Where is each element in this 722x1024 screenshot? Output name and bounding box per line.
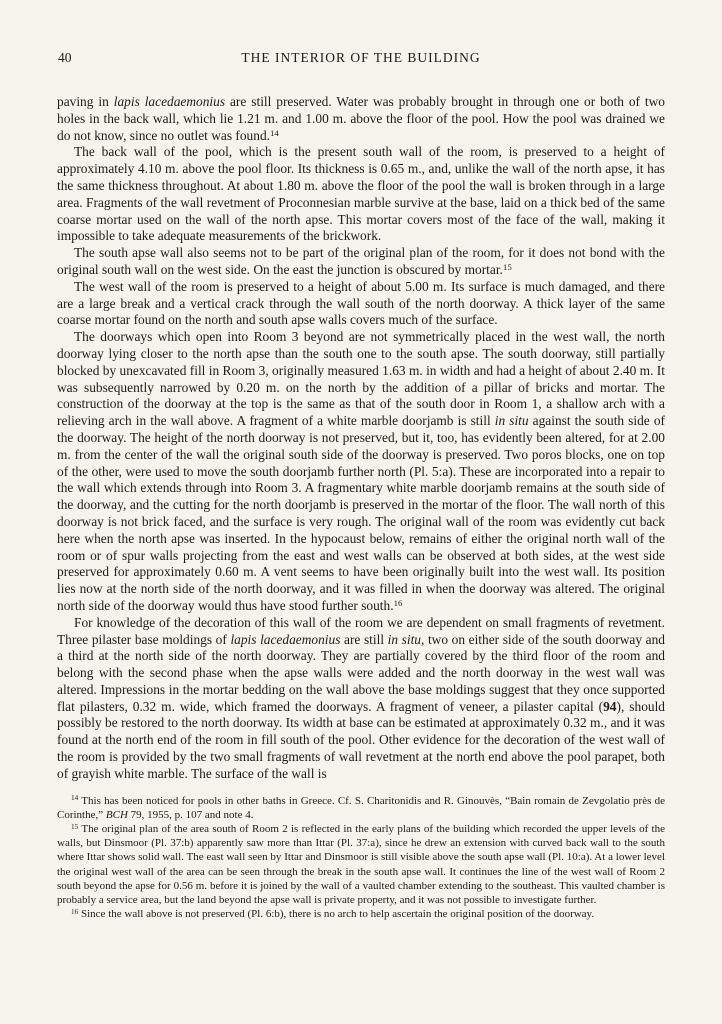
footnote-marker: 16: [71, 908, 79, 917]
paragraph: [57, 329, 665, 615]
text-run: Since the wall above is not preserved (Pl. 6:b), there is no arch to help ascertain the original position of the doorway.: [78, 908, 595, 921]
text-run: 79, 1955, p. 107 and note 4.: [127, 808, 254, 821]
text-run: For knowledge of the decoration of this wall of the room we are dependent on small fragments of revetment. Three pilaster base moldings of: [57, 614, 665, 647]
text-run: The back wall of the pool, which is the present south wall of the room, is preserved to a height of approximately 4.10 m. above the pool floor. Its thickness is 0.65 m., and, unlike the wall of the north apse, it has the same thickness throughout. At about 1.80 m. above the floor of the pool the wall is broken through in a large area. Fragments of the wall revetment of Proconnesian marble survive at the base, laid on a thick bed of the same coarse mortar used on the wall of the north apse. This mortar covers most of the face of the wall, making it impossible to take adequate measurements of the brickwork.: [57, 144, 665, 244]
text-run: 94: [603, 698, 617, 714]
text-run: in situ: [387, 631, 422, 647]
text-run: ), should possibly be restored to the north doorway. Its width at base can be estimated at approximately 0.32 m., and it was found at the north end of the room in fill south of the pool. Other evidence for the decoration of the west wall of the room is provided by the two small fragments of wall revetment at the north end above the pool parapet, both of grayish white marble. The surface of the wall is: [57, 698, 665, 781]
page-number: 40: [58, 50, 72, 65]
footnote-marker: 15: [71, 822, 79, 831]
text-run: against the south side of the doorway. The height of the north doorway is not preserved, but it, too, has evidently been altered, for at 2.00 m. from the center of the wall the original south side of the doorway is preserved. Two poros blocks, one on top of the other, were used to move the south doorjamb further north (Pl. 5:a). These are incorporated into a repair to the wall which extends through into Room 3. A fragmentary white marble doorjamb remains at the south side of the doorway, and the cutting for the north doorjamb is preserved in the mortar of the floor. The wall north of this doorway is not brick faced, and the surface is very rough. The original wall of the room was evidently cut back here when the north apse was inserted. In the hypocaust below, remains of either the original north wall of the room or of spur walls projecting from the east and west walls can be observed at both sides, at the west side preserved for approximately 0.60 m. A vent seems to have been originally built into the west wall. Its position lies now at the north side of the north doorway, and it was filled in when the doorway was altered. The original north side of the doorway would thus have stood further south.: [57, 413, 665, 613]
text-run: The west wall of the room is preserved to a height of about 5.00 m. Its surface is much damaged, and there are a large break and a vertical crack through the wall south of the north doorway. A thick layer of the same coarse mortar found on the north and south apse walls covers much of the surface.: [57, 278, 665, 328]
paragraph: [57, 615, 665, 783]
text-run: are still: [340, 631, 388, 647]
text-run: This has been noticed for pools in other baths in Greece. Cf. S. Charitonidis and R. Ginouvès, “Bain romain de Zevgolatio près de Corinthe,”: [57, 794, 665, 821]
body-paragraphs: [57, 94, 665, 783]
text-run: lapis lacedaemonius: [230, 631, 341, 647]
footnotes: [57, 794, 665, 922]
paragraph: [57, 144, 665, 245]
paragraph: [57, 279, 665, 329]
page-header: [57, 50, 665, 68]
text-run: are still preserved. Water was probably brought in through one or both of two holes in the back wall, which lie 1.21 m. and 1.00 m. above the floor of the pool. How the pool was drained we do not know, since no outlet was found.: [57, 94, 666, 143]
footnote-marker: 15: [502, 262, 512, 272]
footnote-marker: 14: [71, 794, 79, 803]
text-run: The south apse wall also seems not to be part of the original plan of the room, for it does not bond with the original south wall on the west side. On the east the junction is obscured by mortar.: [57, 245, 665, 277]
text-run: The original plan of the area south of Room 2 is reflected in the early plans of the building which recorded the upper levels of the walls, but Dinsmoor (Pl. 37:b) apparently saw more than Ittar (Pl. 37:a), since he drew an extension with curved back wall to the south where Ittar shows solid wall. The east wall seen by Ittar and Dinsmoor is still visible above the south apse wall (Pl. 10:a). At a lower level the original west wall of the area can be seen through the break in the south apse wall. It continues the line of the west wall of Room 2 south beyond the apse for 0.56 m. before it is joined by the wall of a vaulted chamber extending to the southeast. This vaulted chamber is probably a service area, but the land beyond the apse wall is private property, and it was not possible to investigate further.: [57, 823, 665, 907]
text-run: The doorways which open into Room 3 beyond are not symmetrically placed in the west wall, the north doorway lying closer to the north apse than the south one to the south apse. The south doorway, still partially blocked by unexcavated fill in Room 3, originally measured 1.63 m. in width and had a height of about 2.40 m. It was subsequently narrowed by 0.20 m. on the north by the addition of a pillar of bricks and mortar. The construction of the doorway at the top is the same as that of the south door in Room 1, a shallow arch with a relieving arch in the wall above. A fragment of a white marble doorjamb is still: [57, 329, 665, 429]
footnote-marker: 14: [269, 127, 279, 138]
text-run: paving in: [57, 94, 114, 109]
text-run: , two on either side of the south doorway and a third at the north side of the north doorway. They are partially covered by the third floor of the room and belong with the second phase when the apse walls were added and the north doorway in the west wall was altered. Impressions in the mortar bedding on the wall above the base moldings suggest that they once supported flat pilasters, 0.32 m. wide, which framed the doorways. A fragment of veneer, a pilaster capital (: [57, 631, 665, 714]
text-run: in situ: [494, 413, 529, 429]
footnote-marker: 16: [393, 597, 403, 608]
paragraph: [57, 94, 665, 144]
footnote: [57, 822, 665, 907]
text-run: lapis lacedaemonius: [113, 94, 226, 109]
footnote: [57, 907, 665, 921]
running-title: THE INTERIOR OF THE BUILDING: [241, 50, 481, 65]
text-run: BCH: [105, 808, 128, 821]
footnote: [57, 794, 665, 822]
paragraph: [57, 245, 665, 279]
